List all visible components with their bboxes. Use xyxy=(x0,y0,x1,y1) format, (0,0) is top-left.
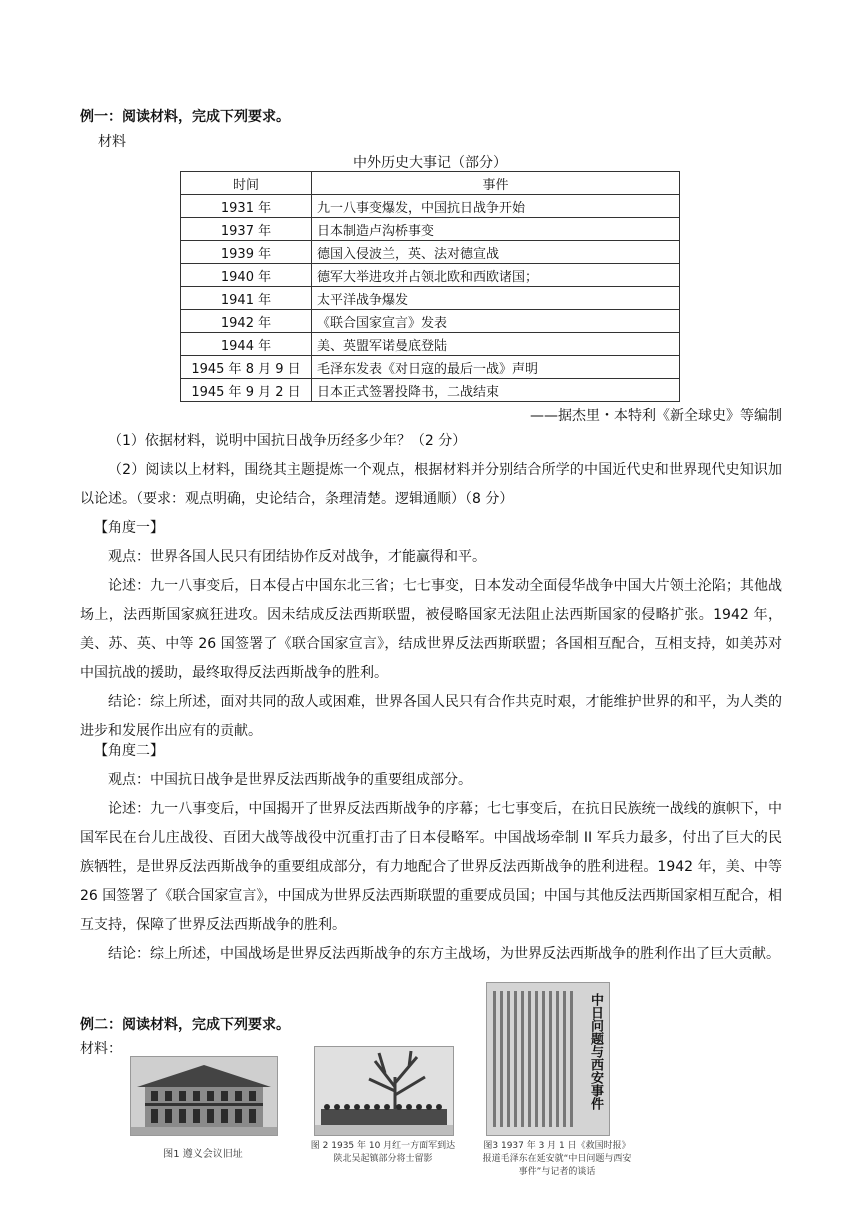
table-header-row xyxy=(181,172,680,195)
cell-time: 1939 年 xyxy=(181,241,312,264)
cell-time: 1941 年 xyxy=(181,287,312,310)
cell-time: 1940 年 xyxy=(181,264,312,287)
zunyi-site-photo xyxy=(130,1056,278,1136)
cell-event: 德军大举进攻并占领北欧和西欧诸国； xyxy=(312,264,680,287)
figure3-caption: 图3 1937 年 3 月 1 日《救国时报》报道毛泽东在延安就“中日问题与西安事件”与记者的谈话 xyxy=(482,1141,632,1177)
cell-event: 美、英盟军诺曼底登陆 xyxy=(312,333,680,356)
example2-heading: 例二：阅读材料，完成下列要求。 xyxy=(80,1017,290,1033)
angle1-conclusion: 结论：综上所述，面对共同的敌人或困难，世界各国人民只有合作共克时艰，才能维护世界的和平，为人类的进步和发展作出应有的贡献。 xyxy=(80,694,782,739)
angle2-argument: 论述：九一八事变后，中国揭开了世界反法西斯战争的序幕；七七事变后，在抗日民族统一战线的旗帜下，中国军民在台儿庄战役、百团大战等战役中沉重打击了日本侵略军。中国战场牵制 II 军兵力最多，付出了巨大的民族牺牲，是世界反法西斯战争的重要组成部分，有力地配合了世界反法西斯战争的胜利进程。1942 年，美、中等 26 国签署了《联合国家宣言》，中国成为世界反法西斯联盟的重要成员国；中国与其他反法西斯国家相互配合，相互支持，保障了世界反法西斯战争的胜利。 xyxy=(80,801,782,933)
table-row xyxy=(181,287,680,310)
cell-time: 1944 年 xyxy=(181,333,312,356)
cell-time: 1937 年 xyxy=(181,218,312,241)
table-row xyxy=(181,310,680,333)
table-row xyxy=(181,218,680,241)
table-row xyxy=(181,379,680,402)
cell-time: 1945 年 8 月 9 日 xyxy=(181,356,312,379)
question-2: （2）阅读以上材料，围绕其主题提炼一个观点，根据材料并分别结合所学的中国近代史和世界现代史知识加以论述。（要求：观点明确，史论结合，条理清楚。逻辑通顺）（8 分） xyxy=(80,462,782,507)
angle2-view: 观点：中国抗日战争是世界反法西斯战争的重要组成部分。 xyxy=(108,772,472,788)
column-header-event: 事件 xyxy=(312,172,680,195)
newspaper-photo xyxy=(486,982,610,1136)
angle1-view: 观点：世界各国人民只有团结协作反对战争，才能赢得和平。 xyxy=(108,549,486,565)
cell-time: 1945 年 9 月 2 日 xyxy=(181,379,312,402)
column-header-time: 时间 xyxy=(181,172,312,195)
angle2-title: 【角度二】 xyxy=(94,743,164,759)
table-title: 中外历史大事记（部分） xyxy=(353,155,507,171)
cell-event: 日本制造卢沟桥事变 xyxy=(312,218,680,241)
cell-event: 《联合国家宣言》发表 xyxy=(312,310,680,333)
angle1-argument: 论述：九一八事变后，日本侵占中国东北三省；七七事变，日本发动全面侵华战争中国大片领土沦陷；其他战场上，法西斯国家疯狂进攻。因未结成反法西斯联盟，被侵略国家无法阻止法西斯国家的侵略扩张。1942 年，美、苏、英、中等 26 国签署了《联合国家宣言》，结成世界反法西斯联盟；各国相互配合，互相支持，如美苏对中国抗战的援助，最终取得反法西斯战争的胜利。 xyxy=(80,578,782,681)
cell-event: 太平洋战争爆发 xyxy=(312,287,680,310)
figure2-caption: 图 2 1935 年 10 月红一方面军到达陕北吴起镇部分将士留影 xyxy=(310,1141,456,1164)
events-table xyxy=(180,171,680,402)
table-row xyxy=(181,195,680,218)
material-label: 材料 xyxy=(98,134,126,150)
cell-event: 日本正式签署投降书，二战结束 xyxy=(312,379,680,402)
newspaper-headline: 中日问题与西安事件 xyxy=(588,993,603,1110)
table-source: ——据杰里・本特利《新全球史》等编制 xyxy=(530,408,782,424)
table-row xyxy=(181,333,680,356)
cell-time: 1931 年 xyxy=(181,195,312,218)
question-1: （1）依据材料，说明中国抗日战争历经多少年？（2 分） xyxy=(108,433,467,449)
cell-event: 九一八事变爆发，中国抗日战争开始 xyxy=(312,195,680,218)
table-row xyxy=(181,264,680,287)
cell-event: 德国入侵波兰，英、法对德宣战 xyxy=(312,241,680,264)
cell-time: 1942 年 xyxy=(181,310,312,333)
building-illustration xyxy=(131,1057,277,1135)
table-row xyxy=(181,241,680,264)
angle1-title: 【角度一】 xyxy=(94,520,164,536)
cell-event: 毛泽东发表《对日寇的最后一战》声明 xyxy=(312,356,680,379)
figure1-caption: 图1 遵义会议旧址 xyxy=(163,1149,243,1160)
example2-material-label: 材料： xyxy=(80,1041,122,1057)
wuqi-group-photo xyxy=(314,1046,454,1136)
angle2-conclusion: 结论：综上所述，中国战场是世界反法西斯战争的东方主战场，为世界反法西斯战争的胜利作出了巨大贡献。 xyxy=(108,946,780,962)
tree-group-illustration xyxy=(315,1047,453,1135)
table-row xyxy=(181,356,680,379)
example1-heading: 例一：阅读材料，完成下列要求。 xyxy=(80,109,290,125)
